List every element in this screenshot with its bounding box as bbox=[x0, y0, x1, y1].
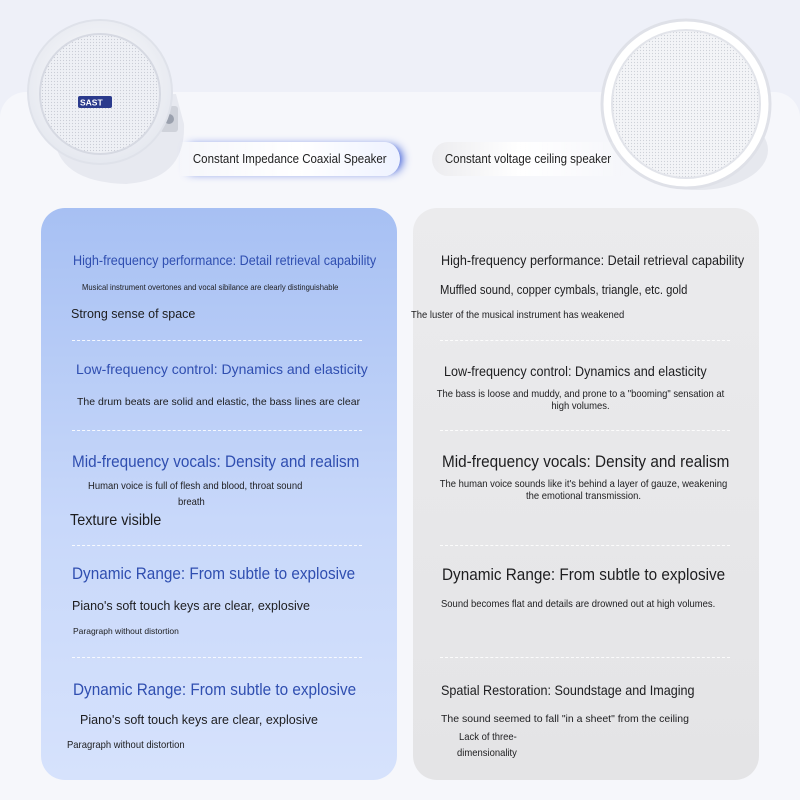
divider bbox=[72, 340, 362, 341]
divider bbox=[440, 657, 730, 658]
left-mid-frequency-extra: Texture visible bbox=[70, 512, 162, 529]
right-high-frequency-title: High-frequency performance: Detail retrieval capability bbox=[441, 252, 745, 268]
divider bbox=[440, 430, 730, 431]
left-mid-frequency-title: Mid-frequency vocals: Density and realism bbox=[72, 452, 360, 471]
left-dynamic-range-2-desc: Piano's soft touch keys are clear, explosive bbox=[80, 713, 318, 727]
right-spatial-title: Spatial Restoration: Soundstage and Imaging bbox=[441, 682, 695, 698]
right-low-frequency-desc: The bass is loose and muddy, and prone to a "booming" sensation at high volumes. bbox=[436, 388, 725, 412]
left-dynamic-range-2-title: Dynamic Range: From subtle to explosive bbox=[73, 680, 357, 699]
left-dynamic-range-extra: Paragraph without distortion bbox=[73, 626, 179, 636]
divider bbox=[72, 430, 362, 431]
divider bbox=[72, 545, 362, 546]
divider bbox=[72, 657, 362, 658]
right-spatial-extra-2: dimensionality bbox=[457, 747, 517, 759]
brand-logo: SAST bbox=[80, 97, 103, 108]
left-low-frequency-title: Low-frequency control: Dynamics and elasticity bbox=[76, 361, 368, 377]
coaxial-speaker-label: Constant Impedance Coaxial Speaker bbox=[180, 142, 399, 176]
right-low-frequency-title: Low-frequency control: Dynamics and elasticity bbox=[444, 363, 707, 379]
right-spatial-desc: The sound seemed to fall "in a sheet" from the ceiling bbox=[441, 713, 689, 725]
right-mid-frequency-title: Mid-frequency vocals: Density and realism bbox=[442, 452, 730, 471]
left-high-frequency-extra: Strong sense of space bbox=[71, 307, 196, 321]
left-dynamic-range-title: Dynamic Range: From subtle to explosive bbox=[72, 564, 356, 583]
right-dynamic-range-title: Dynamic Range: From subtle to explosive bbox=[442, 565, 726, 584]
right-dynamic-range-desc: Sound becomes flat and details are drowned out at high volumes. bbox=[441, 598, 716, 610]
left-high-frequency-title: High-frequency performance: Detail retrieval capability bbox=[73, 252, 377, 268]
left-high-frequency-desc: Musical instrument overtones and vocal sibilance are clearly distinguishable bbox=[82, 282, 339, 292]
right-high-frequency-extra: The luster of the musical instrument has weakened bbox=[411, 309, 625, 321]
ceiling-speaker-label: Constant voltage ceiling speaker bbox=[432, 142, 624, 176]
ceiling-speaker-image bbox=[600, 10, 772, 196]
coaxial-speaker-image bbox=[26, 14, 194, 190]
right-mid-frequency-desc: The human voice sounds like it's behind a layer of gauze, weakening the emotional transmission. bbox=[439, 478, 728, 502]
left-low-frequency-desc: The drum beats are solid and elastic, the bass lines are clear bbox=[77, 396, 361, 408]
right-high-frequency-desc: Muffled sound, copper cymbals, triangle, etc. gold bbox=[440, 283, 688, 297]
left-dynamic-range-desc: Piano's soft touch keys are clear, explosive bbox=[72, 599, 310, 613]
left-dynamic-range-2-extra: Paragraph without distortion bbox=[67, 739, 185, 751]
divider bbox=[440, 340, 730, 341]
right-spatial-extra-1: Lack of three- bbox=[459, 731, 517, 743]
left-mid-frequency-desc-1: Human voice is full of flesh and blood, throat sound bbox=[88, 480, 303, 492]
left-mid-frequency-desc-2: breath bbox=[178, 496, 205, 508]
divider bbox=[440, 545, 730, 546]
